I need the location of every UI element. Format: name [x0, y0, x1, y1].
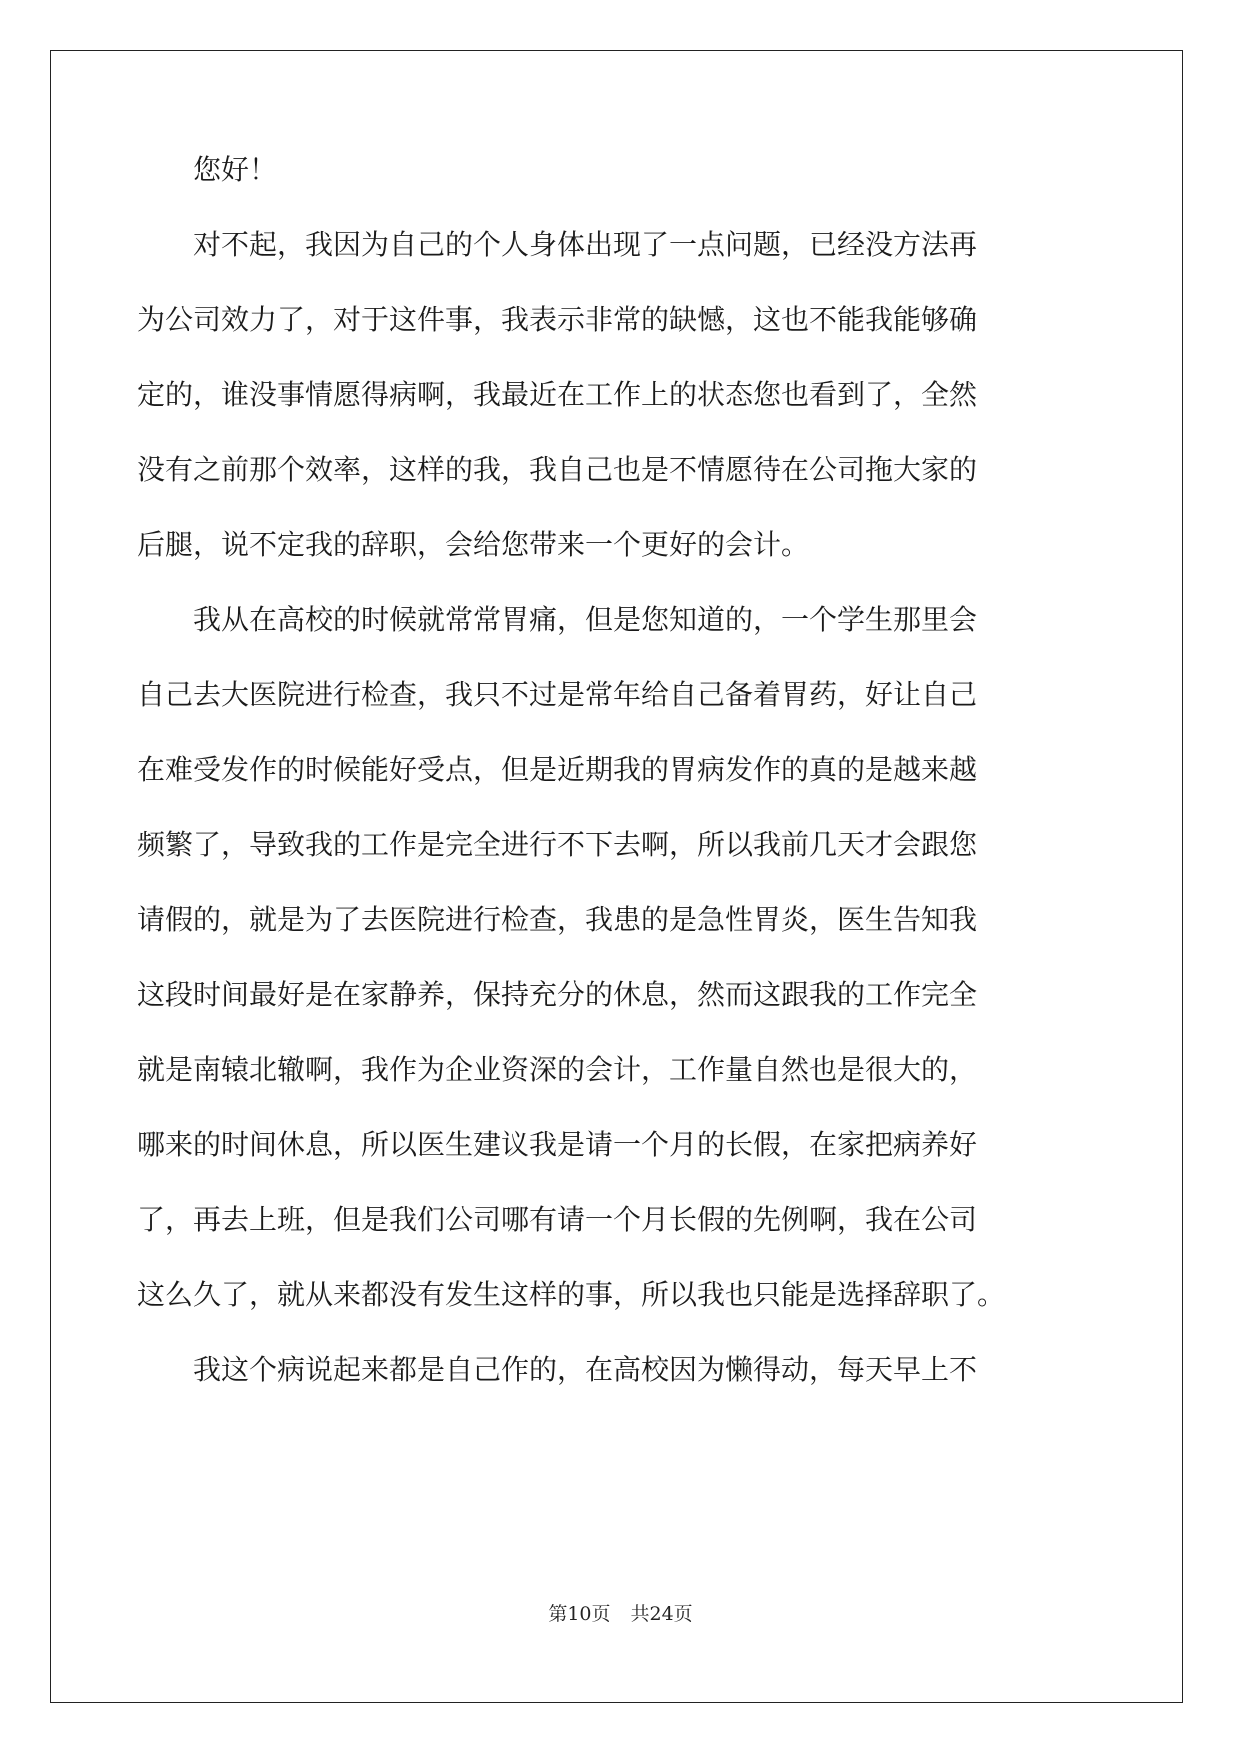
paragraph-1-line-3: 定的，谁没事情愿得病啊，我最近在工作上的状态您也看到了，全然 — [137, 378, 978, 411]
page-footer — [0, 1602, 1241, 1626]
paragraph-1-line-4: 没有之前那个效率，这样的我，我自己也是不情愿待在公司拖大家的 — [137, 453, 978, 486]
page-number-total: 共24页 — [630, 1603, 693, 1625]
paragraph-2-line-10: 这么久了，就从来都没有发生这样的事，所以我也只能是选择辞职了。 — [137, 1278, 1006, 1311]
greeting-line: 您好！ — [193, 153, 278, 186]
paragraph-2-line-1: 我从在高校的时候就常常胃痛，但是您知道的，一个学生那里会 — [193, 603, 978, 636]
paragraph-2-line-2: 自己去大医院进行检查，我只不过是常年给自己备着胃药，好让自己 — [137, 678, 978, 711]
paragraph-2-line-3: 在难受发作的时候能好受点，但是近期我的胃病发作的真的是越来越 — [137, 753, 978, 786]
paragraph-2-line-8: 哪来的时间休息，所以医生建议我是请一个月的长假，在家把病养好 — [137, 1128, 978, 1161]
paragraph-2-line-5: 请假的，就是为了去医院进行检查，我患的是急性胃炎，医生告知我 — [137, 903, 978, 936]
paragraph-2-line-9: 了，再去上班，但是我们公司哪有请一个月长假的先例啊，我在公司 — [137, 1203, 978, 1236]
page-border — [50, 50, 1183, 1703]
paragraph-2-line-4: 频繁了，导致我的工作是完全进行不下去啊，所以我前几天才会跟您 — [137, 828, 978, 861]
paragraph-1-line-1: 对不起，我因为自己的个人身体出现了一点问题，已经没方法再 — [193, 228, 978, 261]
paragraph-1-line-2: 为公司效力了，对于这件事，我表示非常的缺憾，这也不能我能够确 — [137, 303, 978, 336]
paragraph-2-line-7: 就是南辕北辙啊，我作为企业资深的会计，工作量自然也是很大的， — [137, 1053, 978, 1086]
paragraph-1-line-5: 后腿，说不定我的辞职，会给您带来一个更好的会计。 — [137, 528, 810, 561]
page-number-current: 第10页 — [548, 1603, 611, 1625]
paragraph-3-line-1: 我这个病说起来都是自己作的，在高校因为懒得动，每天早上不 — [193, 1353, 978, 1386]
paragraph-2-line-6: 这段时间最好是在家静养，保持充分的休息，然而这跟我的工作完全 — [137, 978, 978, 1011]
